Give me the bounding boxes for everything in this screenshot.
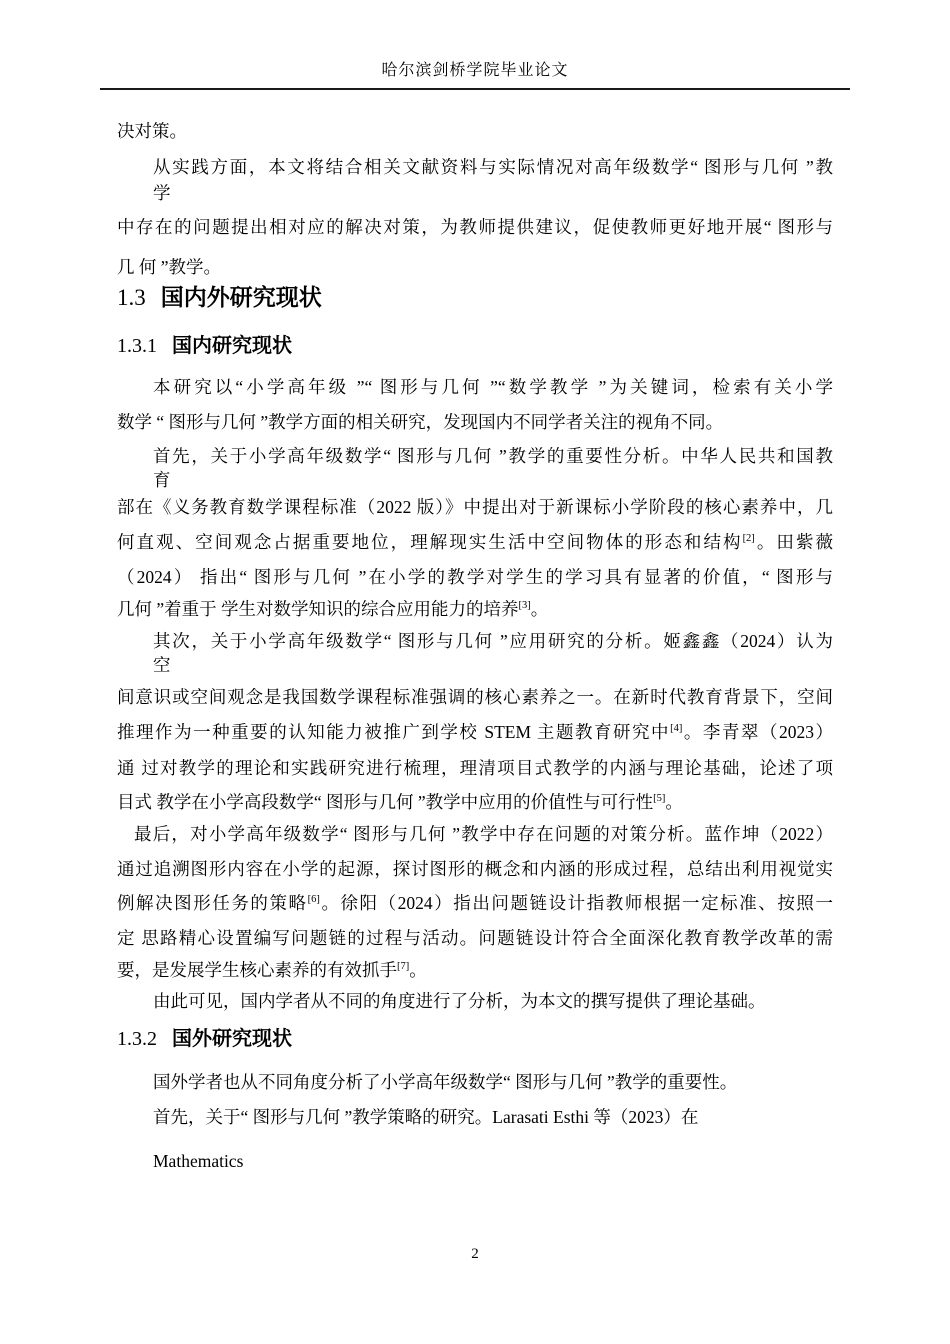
header-divider (100, 88, 850, 90)
body-line: 最后，对小学高年级数学“ 图形与几何 ”教学中存在问题的对策分析。蓝作坤（2022） (134, 824, 833, 844)
citation-ref-5: [5] (653, 793, 666, 805)
body-line: 何直观、空间观念占据重要地位，理解现实生活中空间物体的形态和结构[2]。田紫薇 (117, 532, 834, 552)
body-line: 中存在的问题提出相对应的解决对策，为教师提供建议，促使教师更好地开展“ 图形与 (117, 217, 833, 237)
body-line-wrap: 育 (153, 470, 171, 490)
section-heading-1-3 (117, 282, 833, 313)
body-line: 由此可见，国内学者从不同的角度进行了分析，为本文的撰写提供了理论基础。 (153, 991, 766, 1011)
body-line: 几 何 ”教学。 (117, 257, 222, 277)
body-line-wrap: 空 (153, 655, 171, 675)
section-heading-1-3-1 (117, 333, 833, 360)
heading-title: 国内研究现状 (172, 335, 292, 357)
citation-ref-7: [7] (397, 961, 410, 973)
body-line: 数学 “ 图形与几何 ”教学方面的相关研究，发现国内不同学者关注的视角不同。 (117, 412, 724, 432)
body-line: Mathematics (153, 1151, 244, 1171)
body-line: 几何 ”着重于 学生对数学知识的综合应用能力的培养[3]。 (117, 599, 549, 619)
body-line: 决对策。 (117, 121, 187, 141)
body-line: 推理作为一种重要的认知能力被推广到学校 STEM 主题教育研究中[4]。李青翠（2023） (117, 722, 834, 742)
heading-number: 1.3.2 (117, 1028, 157, 1050)
body-line: 通 过对教学的理论和实践研究进行梳理，理清项目式教学的内涵与理论基础，论述了项 (117, 758, 833, 778)
citation-ref-3: [3] (518, 600, 531, 612)
body-line: 首先，关于“ 图形与几何 ”教学策略的研究。Larasati Esthi 等（2023）在 (153, 1107, 699, 1127)
body-line: 定 思路精心设置编写问题链的过程与活动。问题链设计符合全面深化教育教学改革的需 (117, 928, 833, 948)
heading-title: 国内外研究现状 (160, 284, 322, 310)
body-line: 例解决图形任务的策略[6]。徐阳（2024）指出问题链设计指教师根据一定标准、按照一 (117, 893, 833, 913)
body-line: （2024） 指出“ 图形与几何 ”在小学的教学对学生的学习具有显著的价值，“ 图形与 (117, 567, 833, 587)
body-line: 通过追溯图形内容在小学的起源，探讨图形的概念和内涵的形成过程，总结出利用视觉实 (117, 859, 833, 879)
body-line-wrap: 学 (153, 183, 171, 203)
body-line: 部在《义务教育数学课程标准（2022 版）》中提出对于新课标小学阶段的核心素养中，几 (117, 497, 833, 517)
body-line: 国外学者也从不同角度分析了小学高年级数学“ 图形与几何 ”教学的重要性。 (153, 1072, 738, 1092)
citation-ref-6: [6] (307, 894, 320, 906)
body-line: 从实践方面，本文将结合相关文献资料与实际情况对高年级数学“ 图形与几何 ”教 (153, 157, 833, 177)
body-line: 间意识或空间观念是我国数学课程标准强调的核心素养之一。在新时代教育背景下，空间 (117, 687, 833, 707)
body-line: 首先，关于小学高年级数学“ 图形与几何 ”教学的重要性分析。中华人民共和国教 (153, 446, 833, 466)
section-heading-1-3-2 (117, 1026, 833, 1053)
body-line: 要，是发展学生核心素养的有效抓手[7]。 (117, 960, 427, 980)
body-line: 目式 教学在小学高段数学“ 图形与几何 ”教学中应用的价值性与可行性[5]。 (117, 792, 683, 812)
citation-ref-2: [2] (742, 533, 755, 545)
citation-ref-4: [4] (670, 723, 683, 735)
page-header-title: 哈尔滨剑桥学院毕业论文 (381, 62, 569, 79)
body-line: 其次，关于小学高年级数学“ 图形与几何 ”应用研究的分析。姬鑫鑫（2024）认为 (153, 631, 833, 651)
body-line: 本研究以“小学高年级 ”“ 图形与几何 ”“数学教学 ”为关键词，检索有关小学 (153, 377, 833, 397)
heading-title: 国外研究现状 (172, 1028, 292, 1050)
heading-number: 1.3.1 (117, 335, 157, 357)
heading-number: 1.3 (117, 285, 146, 310)
page-number: 2 (471, 1246, 479, 1262)
